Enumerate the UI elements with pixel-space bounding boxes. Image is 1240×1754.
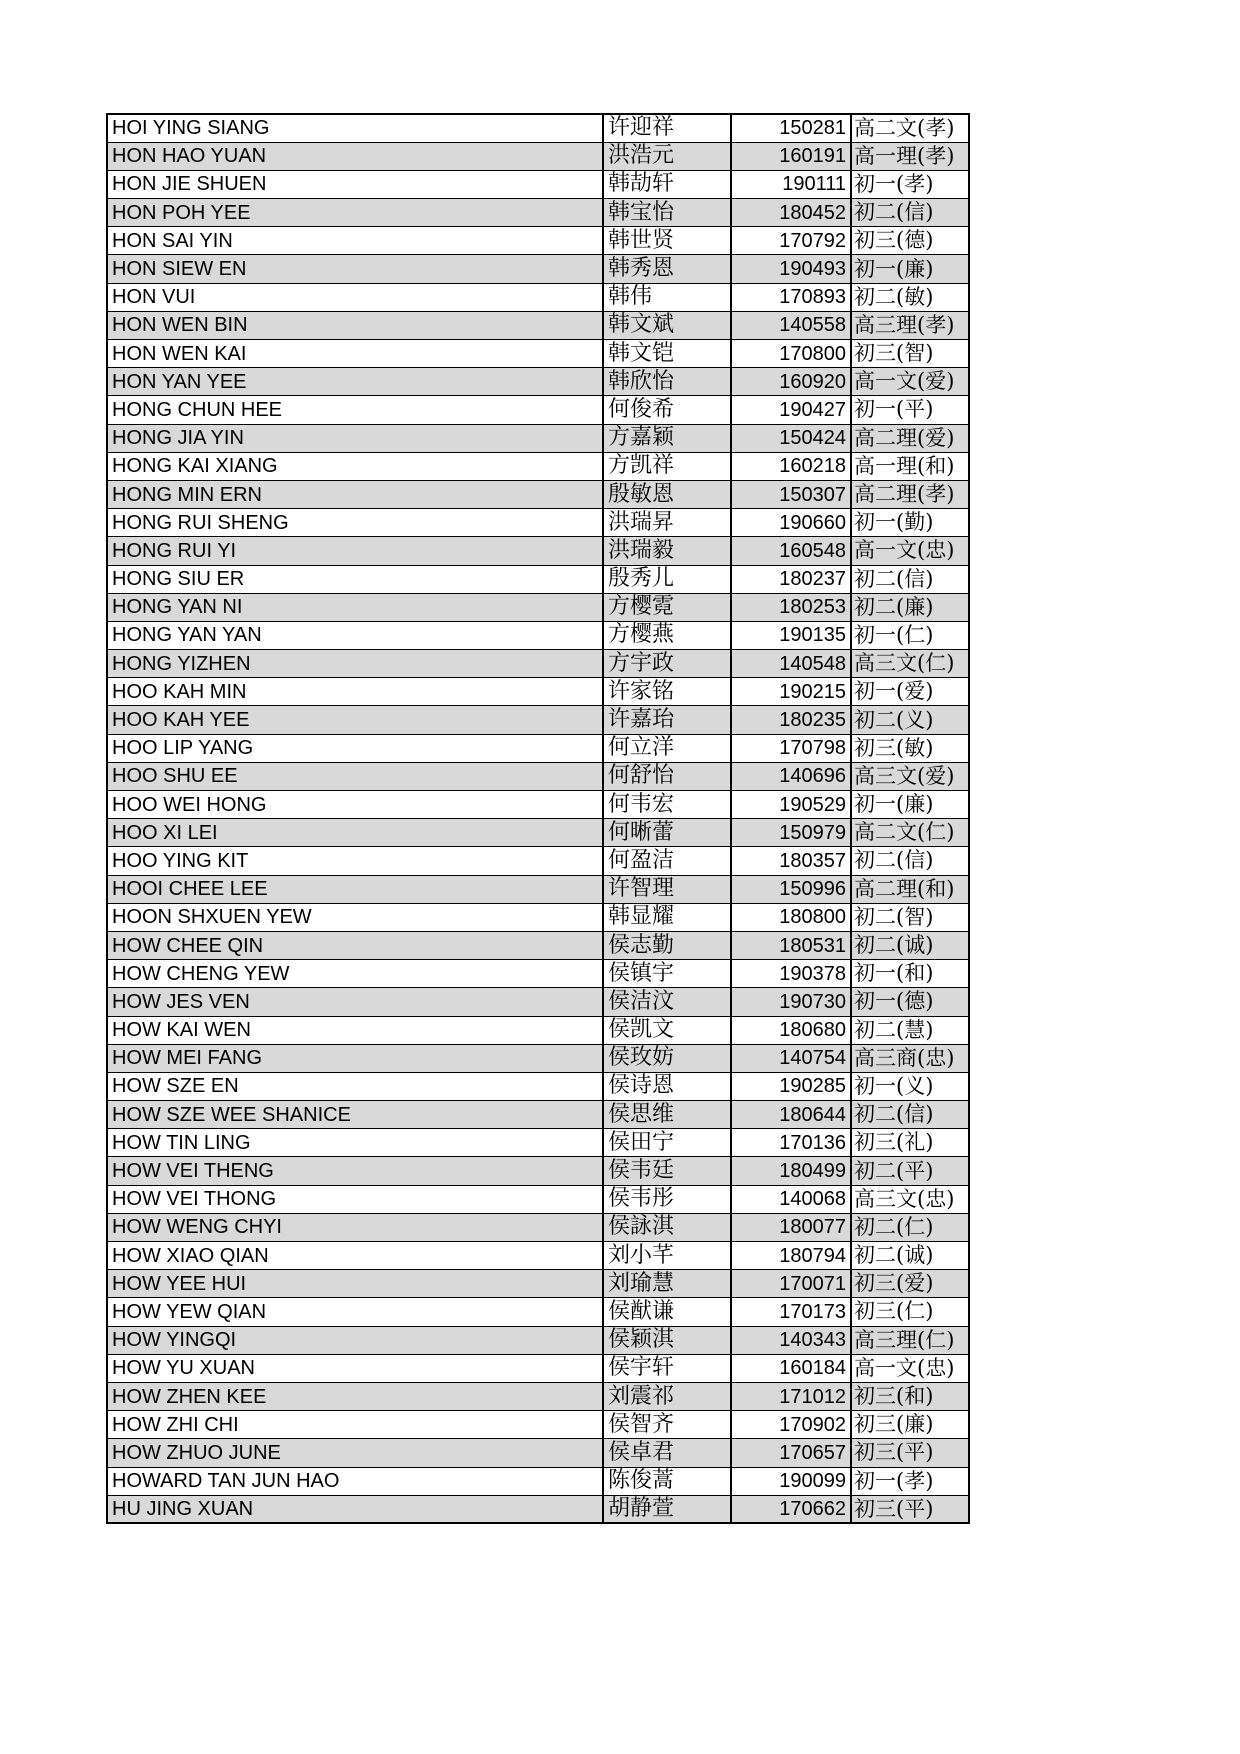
table-row (107, 1157, 969, 1185)
table-row (107, 1270, 969, 1298)
student-id-cell: 180077 (731, 1213, 851, 1241)
english-name-cell: HON WEN BIN (107, 311, 603, 339)
table-row (107, 1382, 969, 1410)
chinese-name-cell: 侯镇宇 (603, 960, 731, 988)
english-name-cell: HU JING XUAN (107, 1495, 603, 1523)
chinese-name-cell: 侯志勤 (603, 931, 731, 959)
student-id-cell: 140548 (731, 650, 851, 678)
table-row (107, 565, 969, 593)
student-id-cell: 171012 (731, 1382, 851, 1410)
english-name-cell: HOON SHXUEN YEW (107, 903, 603, 931)
english-name-cell: HOO SHU EE (107, 762, 603, 790)
student-id-cell: 160191 (731, 142, 851, 170)
class-cell: 高二文(孝) (851, 114, 969, 142)
table-row (107, 1016, 969, 1044)
class-cell: 高二文(仁) (851, 819, 969, 847)
student-id-cell: 190111 (731, 170, 851, 198)
student-id-cell: 190215 (731, 678, 851, 706)
class-cell: 高三理(孝) (851, 311, 969, 339)
student-id-cell: 160920 (731, 368, 851, 396)
chinese-name-cell: 许家铭 (603, 678, 731, 706)
class-cell: 高一文(忠) (851, 537, 969, 565)
chinese-name-cell: 何晰蕾 (603, 819, 731, 847)
class-cell: 初一(德) (851, 988, 969, 1016)
class-cell: 初三(平) (851, 1495, 969, 1523)
table-row (107, 311, 969, 339)
chinese-name-cell: 洪瑞毅 (603, 537, 731, 565)
student-id-cell: 180452 (731, 199, 851, 227)
student-id-cell: 160184 (731, 1354, 851, 1382)
student-id-cell: 140558 (731, 311, 851, 339)
student-id-cell: 180531 (731, 931, 851, 959)
class-cell: 初三(敏) (851, 734, 969, 762)
chinese-name-cell: 何盈洁 (603, 847, 731, 875)
chinese-name-cell: 韩欣怡 (603, 368, 731, 396)
table-row (107, 283, 969, 311)
english-name-cell: HOW CHENG YEW (107, 960, 603, 988)
english-name-cell: HOW XIAO QIAN (107, 1242, 603, 1270)
table-row (107, 452, 969, 480)
student-id-cell: 170893 (731, 283, 851, 311)
student-roster-table (106, 113, 970, 1524)
student-id-cell: 190285 (731, 1072, 851, 1100)
student-id-cell: 180499 (731, 1157, 851, 1185)
table-row (107, 931, 969, 959)
class-cell: 高三文(仁) (851, 650, 969, 678)
english-name-cell: HOW ZHUO JUNE (107, 1439, 603, 1467)
table-row (107, 340, 969, 368)
table-row (107, 1129, 969, 1157)
student-id-cell: 160548 (731, 537, 851, 565)
chinese-name-cell: 刘瑜慧 (603, 1270, 731, 1298)
table-row (107, 650, 969, 678)
student-id-cell: 170657 (731, 1439, 851, 1467)
chinese-name-cell: 何立洋 (603, 734, 731, 762)
english-name-cell: HOW YU XUAN (107, 1354, 603, 1382)
table-row (107, 1101, 969, 1129)
chinese-name-cell: 侯詠淇 (603, 1213, 731, 1241)
english-name-cell: HOW CHEE QIN (107, 931, 603, 959)
chinese-name-cell: 韩世贤 (603, 227, 731, 255)
student-id-cell: 190378 (731, 960, 851, 988)
table-row (107, 988, 969, 1016)
table-row (107, 621, 969, 649)
table-row (107, 1185, 969, 1213)
chinese-name-cell: 方凯祥 (603, 452, 731, 480)
class-cell: 初三(廉) (851, 1411, 969, 1439)
table-row (107, 1242, 969, 1270)
chinese-name-cell: 殷秀儿 (603, 565, 731, 593)
table-row (107, 170, 969, 198)
english-name-cell: HOO KAH YEE (107, 706, 603, 734)
student-id-cell: 190135 (731, 621, 851, 649)
table-row (107, 1072, 969, 1100)
table-row (107, 847, 969, 875)
chinese-name-cell: 侯凯文 (603, 1016, 731, 1044)
english-name-cell: HONG KAI XIANG (107, 452, 603, 480)
student-id-cell: 180800 (731, 903, 851, 931)
student-id-cell: 170792 (731, 227, 851, 255)
english-name-cell: HOW YINGQI (107, 1326, 603, 1354)
chinese-name-cell: 洪瑞昇 (603, 509, 731, 537)
class-cell: 初一(义) (851, 1072, 969, 1100)
english-name-cell: HOO XI LEI (107, 819, 603, 847)
table-row (107, 114, 969, 142)
english-name-cell: HON VUI (107, 283, 603, 311)
chinese-name-cell: 韩显耀 (603, 903, 731, 931)
english-name-cell: HOW YEE HUI (107, 1270, 603, 1298)
english-name-cell: HONG JIA YIN (107, 424, 603, 452)
class-cell: 初一(爱) (851, 678, 969, 706)
english-name-cell: HON HAO YUAN (107, 142, 603, 170)
table-row (107, 1326, 969, 1354)
table-row (107, 1354, 969, 1382)
student-id-cell: 190493 (731, 255, 851, 283)
table-row (107, 1439, 969, 1467)
student-id-cell: 170662 (731, 1495, 851, 1523)
student-id-cell: 170800 (731, 340, 851, 368)
class-cell: 初二(信) (851, 199, 969, 227)
chinese-name-cell: 侯韦廷 (603, 1157, 731, 1185)
class-cell: 初一(仁) (851, 621, 969, 649)
table-row (107, 199, 969, 227)
english-name-cell: HOO LIP YANG (107, 734, 603, 762)
chinese-name-cell: 刘震祁 (603, 1382, 731, 1410)
table-row (107, 1411, 969, 1439)
chinese-name-cell: 方樱霓 (603, 593, 731, 621)
table-row (107, 1467, 969, 1495)
class-cell: 高二理(爱) (851, 424, 969, 452)
table-row (107, 960, 969, 988)
class-cell: 高三文(爱) (851, 762, 969, 790)
chinese-name-cell: 韩文铠 (603, 340, 731, 368)
chinese-name-cell: 刘小芊 (603, 1242, 731, 1270)
chinese-name-cell: 何俊希 (603, 396, 731, 424)
chinese-name-cell: 侯韦彤 (603, 1185, 731, 1213)
chinese-name-cell: 洪浩元 (603, 142, 731, 170)
table-row (107, 875, 969, 903)
chinese-name-cell: 侯洁汶 (603, 988, 731, 1016)
student-id-cell: 190099 (731, 1467, 851, 1495)
chinese-name-cell: 方嘉颖 (603, 424, 731, 452)
class-cell: 初三(礼) (851, 1129, 969, 1157)
table-row (107, 706, 969, 734)
english-name-cell: HON JIE SHUEN (107, 170, 603, 198)
class-cell: 初二(信) (851, 565, 969, 593)
class-cell: 初二(信) (851, 847, 969, 875)
class-cell: 高二理(孝) (851, 480, 969, 508)
english-name-cell: HON SAI YIN (107, 227, 603, 255)
table-row (107, 227, 969, 255)
table-row (107, 480, 969, 508)
student-id-cell: 180237 (731, 565, 851, 593)
student-id-cell: 150307 (731, 480, 851, 508)
student-id-cell: 180644 (731, 1101, 851, 1129)
english-name-cell: HONG MIN ERN (107, 480, 603, 508)
english-name-cell: HONG YIZHEN (107, 650, 603, 678)
table-row (107, 1213, 969, 1241)
student-id-cell: 140696 (731, 762, 851, 790)
table-row (107, 903, 969, 931)
class-cell: 初三(德) (851, 227, 969, 255)
english-name-cell: HOO KAH MIN (107, 678, 603, 706)
chinese-name-cell: 侯颖淇 (603, 1326, 731, 1354)
class-cell: 初一(勤) (851, 509, 969, 537)
chinese-name-cell: 侯诗恩 (603, 1072, 731, 1100)
student-id-cell: 150996 (731, 875, 851, 903)
table-row (107, 762, 969, 790)
student-id-cell: 180357 (731, 847, 851, 875)
chinese-name-cell: 胡静萱 (603, 1495, 731, 1523)
chinese-name-cell: 侯玫妨 (603, 1044, 731, 1072)
english-name-cell: HOO WEI HONG (107, 791, 603, 819)
chinese-name-cell: 许嘉珆 (603, 706, 731, 734)
class-cell: 初一(孝) (851, 170, 969, 198)
table-row (107, 424, 969, 452)
class-cell: 初一(和) (851, 960, 969, 988)
english-name-cell: HOWARD TAN JUN HAO (107, 1467, 603, 1495)
class-cell: 初二(仁) (851, 1213, 969, 1241)
chinese-name-cell: 何韦宏 (603, 791, 731, 819)
chinese-name-cell: 侯猷谦 (603, 1298, 731, 1326)
student-id-cell: 190529 (731, 791, 851, 819)
class-cell: 初三(仁) (851, 1298, 969, 1326)
class-cell: 初二(敏) (851, 283, 969, 311)
english-name-cell: HONG YAN YAN (107, 621, 603, 649)
student-id-cell: 150979 (731, 819, 851, 847)
chinese-name-cell: 韩文斌 (603, 311, 731, 339)
class-cell: 初三(平) (851, 1439, 969, 1467)
english-name-cell: HON SIEW EN (107, 255, 603, 283)
class-cell: 高一理(孝) (851, 142, 969, 170)
student-id-cell: 180794 (731, 1242, 851, 1270)
chinese-name-cell: 韩秀恩 (603, 255, 731, 283)
english-name-cell: HOI YING SIANG (107, 114, 603, 142)
class-cell: 初二(诚) (851, 1242, 969, 1270)
english-name-cell: HOW VEI THENG (107, 1157, 603, 1185)
class-cell: 初一(廉) (851, 255, 969, 283)
chinese-name-cell: 韩伟 (603, 283, 731, 311)
table-row (107, 368, 969, 396)
english-name-cell: HOW JES VEN (107, 988, 603, 1016)
class-cell: 初三(和) (851, 1382, 969, 1410)
english-name-cell: HONG CHUN HEE (107, 396, 603, 424)
student-id-cell: 150424 (731, 424, 851, 452)
english-name-cell: HOW VEI THONG (107, 1185, 603, 1213)
english-name-cell: HON WEN KAI (107, 340, 603, 368)
chinese-name-cell: 侯思维 (603, 1101, 731, 1129)
chinese-name-cell: 方宇政 (603, 650, 731, 678)
class-cell: 初一(孝) (851, 1467, 969, 1495)
english-name-cell: HONG RUI SHENG (107, 509, 603, 537)
class-cell: 初二(慧) (851, 1016, 969, 1044)
student-id-cell: 170136 (731, 1129, 851, 1157)
chinese-name-cell: 陈俊蒿 (603, 1467, 731, 1495)
english-name-cell: HON YAN YEE (107, 368, 603, 396)
chinese-name-cell: 何舒怡 (603, 762, 731, 790)
english-name-cell: HOO YING KIT (107, 847, 603, 875)
class-cell: 初三(智) (851, 340, 969, 368)
english-name-cell: HONG YAN NI (107, 593, 603, 621)
chinese-name-cell: 许迎祥 (603, 114, 731, 142)
chinese-name-cell: 侯卓君 (603, 1439, 731, 1467)
chinese-name-cell: 殷敏恩 (603, 480, 731, 508)
student-id-cell: 180680 (731, 1016, 851, 1044)
class-cell: 高三文(忠) (851, 1185, 969, 1213)
chinese-name-cell: 方樱燕 (603, 621, 731, 649)
student-id-cell: 170902 (731, 1411, 851, 1439)
chinese-name-cell: 侯智齐 (603, 1411, 731, 1439)
english-name-cell: HOW MEI FANG (107, 1044, 603, 1072)
class-cell: 初一(平) (851, 396, 969, 424)
table-row (107, 1044, 969, 1072)
class-cell: 初二(诚) (851, 931, 969, 959)
english-name-cell: HOW TIN LING (107, 1129, 603, 1157)
chinese-name-cell: 韩劼轩 (603, 170, 731, 198)
chinese-name-cell: 侯田宁 (603, 1129, 731, 1157)
student-id-cell: 170798 (731, 734, 851, 762)
class-cell: 初二(平) (851, 1157, 969, 1185)
english-name-cell: HOW SZE EN (107, 1072, 603, 1100)
table-row (107, 1495, 969, 1523)
english-name-cell: HOOI CHEE LEE (107, 875, 603, 903)
student-id-cell: 190427 (731, 396, 851, 424)
english-name-cell: HOW WENG CHYI (107, 1213, 603, 1241)
english-name-cell: HOW SZE WEE SHANICE (107, 1101, 603, 1129)
class-cell: 高一文(忠) (851, 1354, 969, 1382)
chinese-name-cell: 许智理 (603, 875, 731, 903)
roster-body (107, 114, 969, 1523)
student-id-cell: 180235 (731, 706, 851, 734)
student-id-cell: 140068 (731, 1185, 851, 1213)
class-cell: 高三商(忠) (851, 1044, 969, 1072)
chinese-name-cell: 韩宝怡 (603, 199, 731, 227)
english-name-cell: HOW ZHI CHI (107, 1411, 603, 1439)
chinese-name-cell: 侯宇轩 (603, 1354, 731, 1382)
english-name-cell: HON POH YEE (107, 199, 603, 227)
table-row (107, 678, 969, 706)
table-row (107, 509, 969, 537)
student-id-cell: 150281 (731, 114, 851, 142)
class-cell: 高一理(和) (851, 452, 969, 480)
student-id-cell: 170071 (731, 1270, 851, 1298)
student-id-cell: 180253 (731, 593, 851, 621)
student-id-cell: 190660 (731, 509, 851, 537)
table-row (107, 255, 969, 283)
student-id-cell: 160218 (731, 452, 851, 480)
class-cell: 初三(爱) (851, 1270, 969, 1298)
english-name-cell: HOW YEW QIAN (107, 1298, 603, 1326)
table-row (107, 396, 969, 424)
table-row (107, 142, 969, 170)
student-id-cell: 190730 (731, 988, 851, 1016)
english-name-cell: HONG RUI YI (107, 537, 603, 565)
student-id-cell: 170173 (731, 1298, 851, 1326)
table-row (107, 593, 969, 621)
table-row (107, 734, 969, 762)
table-row (107, 1298, 969, 1326)
class-cell: 初二(廉) (851, 593, 969, 621)
english-name-cell: HONG SIU ER (107, 565, 603, 593)
student-id-cell: 140343 (731, 1326, 851, 1354)
class-cell: 初二(义) (851, 706, 969, 734)
student-id-cell: 140754 (731, 1044, 851, 1072)
class-cell: 高三理(仁) (851, 1326, 969, 1354)
table-row (107, 819, 969, 847)
class-cell: 高二理(和) (851, 875, 969, 903)
english-name-cell: HOW KAI WEN (107, 1016, 603, 1044)
english-name-cell: HOW ZHEN KEE (107, 1382, 603, 1410)
table-row (107, 537, 969, 565)
class-cell: 初一(廉) (851, 791, 969, 819)
class-cell: 高一文(爱) (851, 368, 969, 396)
table-row (107, 791, 969, 819)
class-cell: 初二(智) (851, 903, 969, 931)
class-cell: 初二(信) (851, 1101, 969, 1129)
